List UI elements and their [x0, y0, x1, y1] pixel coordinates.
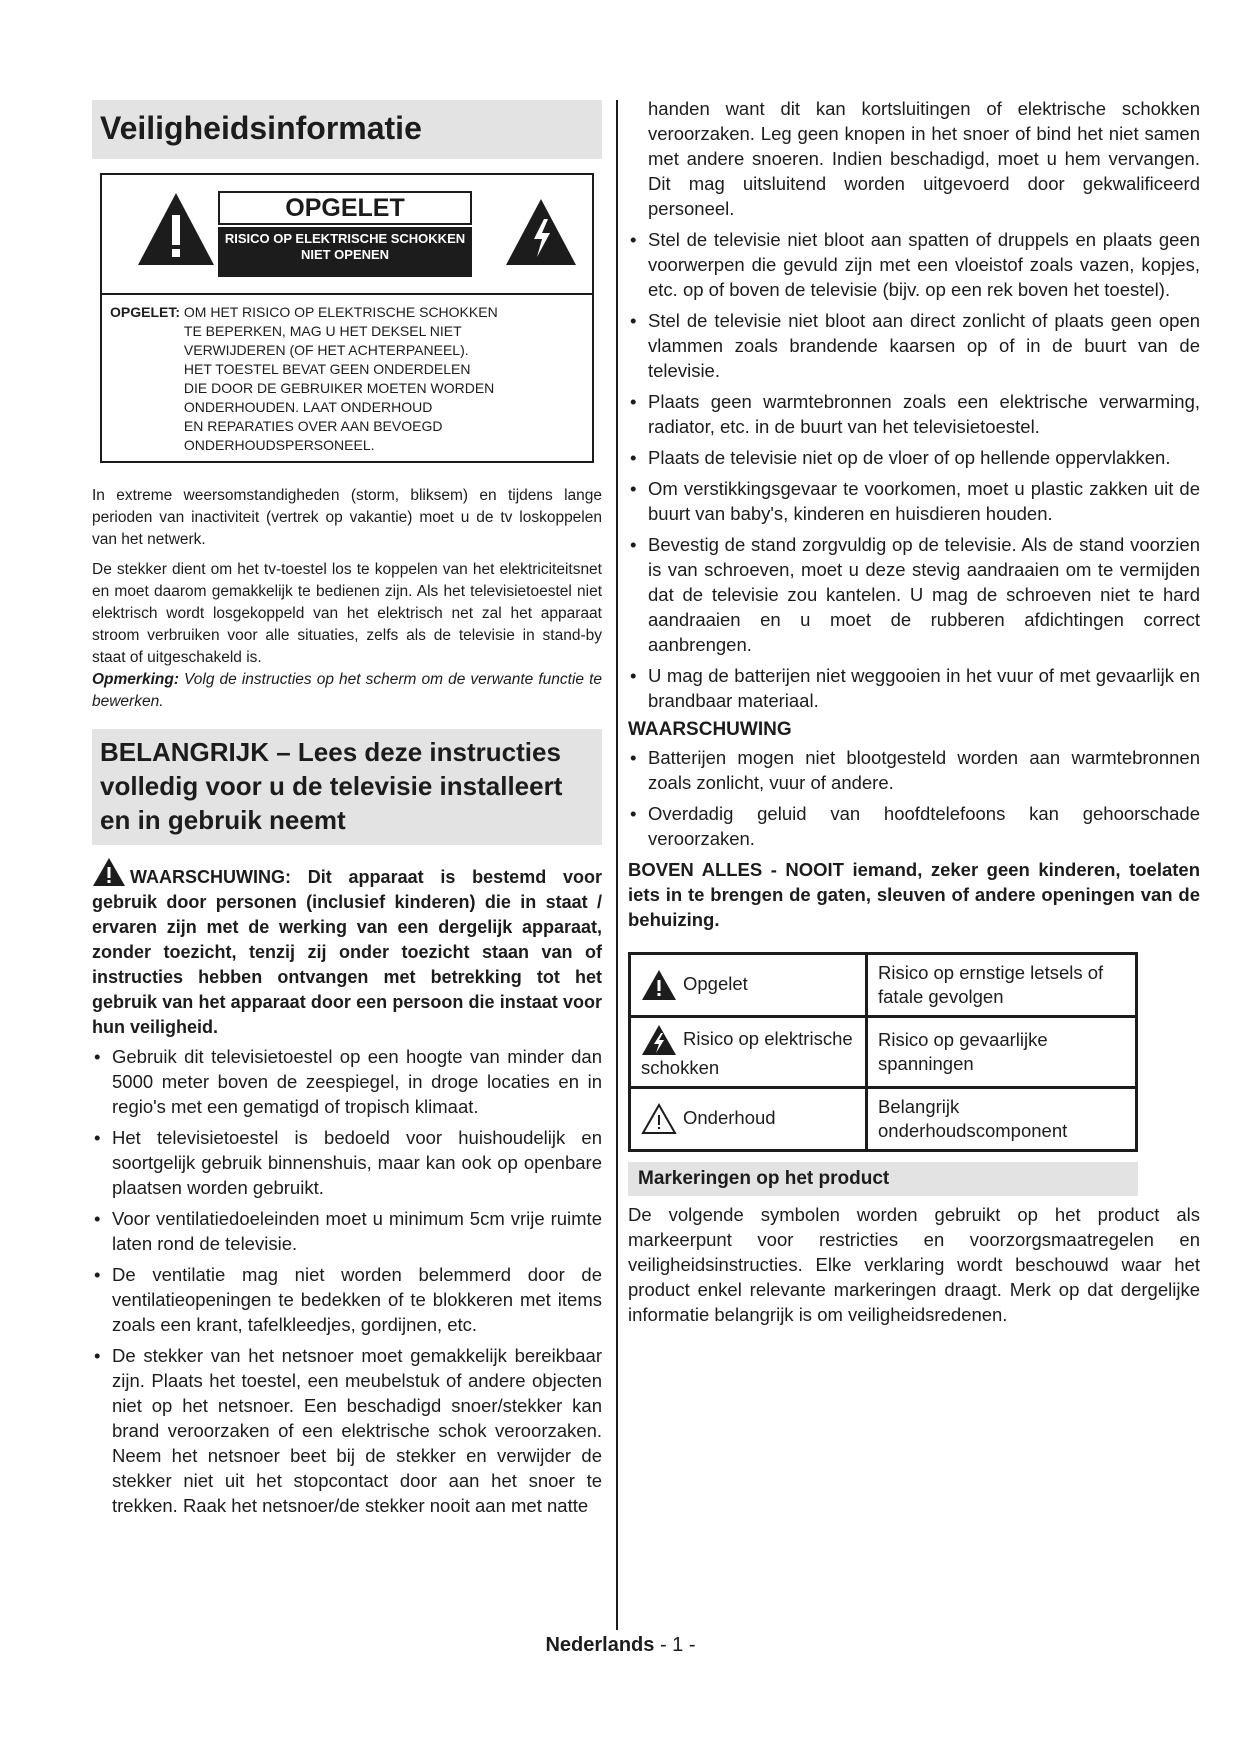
symbols-table: [628, 952, 1138, 1152]
caution-text-lead: OPGELET:: [110, 304, 181, 320]
table-row: [630, 954, 1137, 1017]
list-item-text: Het televisietoestel is bedoeld voor huishoudelijk en soortgelijk gebruik binnenshuis, maar kan ook op openbare plaatsen worden gebruikt.: [112, 1127, 602, 1198]
important-heading: BELANGRIJK – Lees deze instructies volledig voor u de televisie installeert en in gebruik neemt: [92, 729, 602, 845]
list-item-text: Om verstikkingsgevaar te voorkomen, moet u plastic zakken uit de buurt van baby's, kinderen en huisdieren houden.: [648, 478, 1200, 524]
right-column: [628, 96, 1200, 1327]
above-all-paragraph: BOVEN ALLES - NOOIT iemand, zeker geen kinderen, toelaten iets in te brengen de gaten, sleuven of andere openingen van de behuizing.: [628, 859, 1200, 930]
table-cell-label: [630, 954, 867, 1017]
markings-paragraph: De volgende symbolen worden gebruikt op het product als markeerpunt voor restricties en voorzorgsmaatregelen en veiligheidsinstructies. Elke verklaring wordt beschouwd waar het product enkel relevante markeringen draagt. Merk op dat dergelijke informatie belangrijk is om veiligheidsredenen.: [628, 1204, 1200, 1325]
caution-line-2: NIET OPENEN: [300, 247, 390, 262]
list-item-text: Stel de televisie niet bloot aan spatten of druppels en plaats geen voorwerpen die gevuld zijn met een vloeistof zoals vazen, kopjes, etc. op of boven de televisie (bijv. op een rek boven het toestel).: [648, 229, 1200, 300]
caution-text-line: ONDERHOUDEN. LAAT ONDERHOUD: [183, 399, 433, 415]
table-cell-text: Opgelet: [683, 972, 748, 994]
list-item-text: Stel de televisie niet bloot aan direct zonlicht of plaats geen open vlammen zoals brandende kaarsen op of in de buurt van de televisie.: [648, 310, 1200, 381]
note-label: Opmerking:: [92, 671, 179, 688]
note-paragraph: [92, 669, 602, 713]
table-cell-text: Risico op elektrische schokken: [641, 1027, 853, 1078]
list-item-text: Batterijen mogen niet blootgesteld worden aan warmtebronnen zoals zonlicht, vuur of andere.: [648, 747, 1200, 793]
warning-paragraph: [92, 857, 602, 1040]
plug-paragraph: De stekker dient om het tv-toestel los te koppelen van het elektriciteitsnet en moet daarom gemakkelijk te bedienen zijn. Als het televisietoestel niet elektrisch wordt losgekoppeld van het elektrisch net zal het apparaat stroom verbruiken voor alle situaties, zelfs als de televisie in stand-by staat of uitgeschakeld is.: [92, 561, 602, 666]
list-item: • Om verstikkingsgevaar te voorkomen, moet u plastic zakken uit de buurt van baby's, kinderen en huisdieren houden.: [630, 478, 1200, 524]
outline-warning-icon: [641, 1103, 677, 1135]
left-column: [92, 100, 602, 1524]
list-item: • De ventilatie mag niet worden belemmerd door de ventilatieopeningen te bedekken of te blokkeren met items zoals een krant, tafelkleedjes, gordijnen, etc.: [94, 1264, 602, 1335]
table-row: [630, 1088, 1137, 1151]
table-cell-text: Onderhoud: [683, 1106, 776, 1128]
list-item: • Plaats geen warmtebronnen zoals een elektrische verwarming, radiator, etc. in de buurt van het televisietoestel.: [630, 391, 1200, 437]
table-cell-label: [630, 1017, 867, 1088]
list-item: • Batterijen mogen niet blootgesteld worden aan warmtebronnen zoals zonlicht, vuur of andere.: [630, 747, 1200, 793]
list-item-text: Plaats geen warmtebronnen zoals een elektrische verwarming, radiator, etc. in de buurt van het televisietoestel.: [648, 391, 1200, 437]
list-item-text: Bevestig de stand zorgvuldig op de televisie. Als de stand voorzien is van schroeven, moet u deze stevig aandraaien om te vermijden dat de televisie zou kantelen. U mag de schroeven niet te hard aandraaien en u moet de rubberen afdichtingen correct aanbrengen.: [648, 534, 1200, 655]
list-item-text: Voor ventilatiedoeleinden moet u minimum 5cm vrije ruimte laten rond de televisie.: [112, 1208, 602, 1254]
warning-paragraph-text: WAARSCHUWING: Dit apparaat is bestemd voor gebruik door personen (inclusief kinderen) die in staat / ervaren zijn met de werking van een dergelijk apparaat, zonder toezicht, tenzij zij onder toezicht staan van of instructies hebben ontvangen met betrekking tot het gebruik van het apparaat door een persoon die instaat voor hun veiligheid.: [92, 867, 602, 1037]
weather-paragraph: In extreme weersomstandigheden (storm, bliksem) en tijdens lange perioden van inactiviteit (vertrek op vakantie) moet u de tv loskoppelen van het netwerk.: [92, 487, 602, 548]
list-item: • Stel de televisie niet bloot aan spatten of druppels en plaats geen voorwerpen die gevuld zijn met een vloeistof zoals vazen, kopjes, etc. op of boven de televisie (bijv. op een rek boven het toestel).: [630, 229, 1200, 300]
warning-triangle-icon: [641, 969, 677, 1001]
markings-heading: Markeringen op het product: [628, 1162, 1138, 1196]
lightning-triangle-icon: [504, 197, 578, 267]
caution-box: [100, 173, 594, 463]
caution-box-header: [102, 175, 592, 295]
page-footer: [0, 1634, 1241, 1657]
footer-page-number: - 1 -: [659, 1634, 696, 1656]
table-cell-desc: Belangrijk onderhoudscomponent: [867, 1088, 1137, 1151]
caution-text-line: DIE DOOR DE GEBRUIKER MOETEN WORDEN: [183, 380, 495, 396]
caution-line-1: RISICO OP ELEKTRISCHE SCHOKKEN: [224, 231, 466, 246]
caution-text-line: EN REPARATIES OVER AAN BEVOEGD: [183, 418, 443, 434]
list-item-text: Overdadig geluid van hoofdtelefoons kan gehoorschade veroorzaken.: [648, 803, 1200, 849]
table-row: [630, 1017, 1137, 1088]
caution-text-line: TE BEPERKEN, MAG U HET DEKSEL NIET: [183, 323, 462, 339]
list-item: • Gebruik dit televisietoestel op een hoogte van minder dan 5000 meter boven de zeespiegel, in droge locaties en in regio's met een gematigd of tropisch klimaat.: [94, 1046, 602, 1117]
table-cell-desc: Risico op gevaarlijke spanningen: [867, 1017, 1137, 1088]
electric-shock-icon: [641, 1024, 677, 1056]
column-divider: [616, 100, 618, 1630]
caution-black-label: [218, 227, 472, 277]
list-item-text: Plaats de televisie niet op de vloer of op hellende oppervlakken.: [648, 447, 1171, 468]
caution-text-line: ONDERHOUDSPERSONEEL.: [183, 437, 375, 453]
table-cell-label: [630, 1088, 867, 1151]
list-item: • De stekker van het netsnoer moet gemakkelijk bereikbaar zijn. Plaats het toestel, een meubelstuk of andere objecten niet op het netsnoer. Een beschadigd snoer/stekker kan brand veroorzaken of een elektrische schok veroorzaken. Neem het netsnoer beet bij de stekker en verwijder de stekker niet uit het stopcontact door aan het snoer te trekken. Raak het netsnoer/de stekker nooit aan met natte: [94, 1345, 602, 1516]
note-text: Volg de instructies op het scherm om de verwante functie te bewerken.: [92, 671, 602, 710]
caution-text-line: OM HET RISICO OP ELEKTRISCHE SCHOKKEN: [183, 304, 498, 320]
list-item-text: De stekker van het netsnoer moet gemakkelijk bereikbaar zijn. Plaats het toestel, een meubelstuk of andere objecten niet op het netsnoer. Een beschadigd snoer/stekker kan brand veroorzaken of een elektrische schok veroorzaken. Neem het netsnoer beet bij de stekker en verwijder de stekker niet uit het stopcontact door aan het snoer te trekken. Raak het netsnoer/de stekker nooit aan met natte: [112, 1345, 602, 1516]
list-item: • U mag de batterijen niet weggooien in het vuur of met gevaarlijk en brandbaar materiaal.: [630, 665, 1200, 711]
caution-text-body: [184, 303, 544, 455]
caution-text-line: HET TOESTEL BEVAT GEEN ONDERDELEN: [183, 361, 471, 377]
list-item-text: U mag de batterijen niet weggooien in het vuur of met gevaarlijk en brandbaar materiaal.: [648, 665, 1200, 711]
left-bullet-list: [92, 1044, 602, 1518]
footer-language: Nederlands: [545, 1634, 655, 1656]
list-item: • Overdadig geluid van hoofdtelefoons kan gehoorschade veroorzaken.: [630, 803, 1200, 849]
warning-bullet-list: [628, 745, 1200, 851]
caution-heading: OPGELET: [218, 191, 472, 225]
list-item: • Voor ventilatiedoeleinden moet u minimum 5cm vrije ruimte laten rond de televisie.: [94, 1208, 602, 1254]
warning-subheading: WAARSCHUWING: [628, 719, 792, 740]
caution-text: [110, 303, 584, 455]
exclamation-triangle-icon: [136, 191, 216, 267]
page-title: Veiligheidsinformatie: [92, 100, 602, 159]
list-item: • Het televisietoestel is bedoeld voor huishoudelijk en soortgelijk gebruik binnenshuis, maar kan ook op openbare plaatsen worden gebruikt.: [94, 1127, 602, 1198]
right-bullet-list: [628, 227, 1200, 713]
table-cell-desc: Risico op ernstige letsels of fatale gevolgen: [867, 954, 1137, 1017]
list-item: • Stel de televisie niet bloot aan direct zonlicht of plaats geen open vlammen zoals brandende kaarsen op of in de buurt van de televisie.: [630, 310, 1200, 381]
caution-text-line: VERWIJDEREN (OF HET ACHTERPANEEL).: [183, 342, 469, 358]
list-item: • Plaats de televisie niet op de vloer of op hellende oppervlakken.: [630, 447, 1171, 468]
list-item: • Bevestig de stand zorgvuldig op de televisie. Als de stand voorzien is van schroeven, moet u deze stevig aandraaien om te vermijden dat de televisie zou kantelen. U mag de schroeven niet te hard aandraaien en u moet de rubberen afdichtingen correct aanbrengen.: [630, 534, 1200, 655]
list-item-text: De ventilatie mag niet worden belemmerd door de ventilatieopeningen te bedekken of te blokkeren met items zoals een krant, tafelkleedjes, gordijnen, etc.: [112, 1264, 602, 1335]
list-item-text: Gebruik dit televisietoestel op een hoogte van minder dan 5000 meter boven de zeespiegel, in droge locaties en in regio's met een gematigd of tropisch klimaat.: [112, 1046, 602, 1117]
warning-triangle-icon: [92, 857, 126, 887]
continuation-paragraph: handen want dit kan kortsluitingen of elektrische schokken veroorzaken. Leg geen knopen in het snoer of bind het niet samen met andere snoeren. Indien beschadigd, moet u hem vervangen. Dit mag uitsluitend worden uitgevoerd door gekwalificeerd personeel.: [648, 98, 1200, 219]
